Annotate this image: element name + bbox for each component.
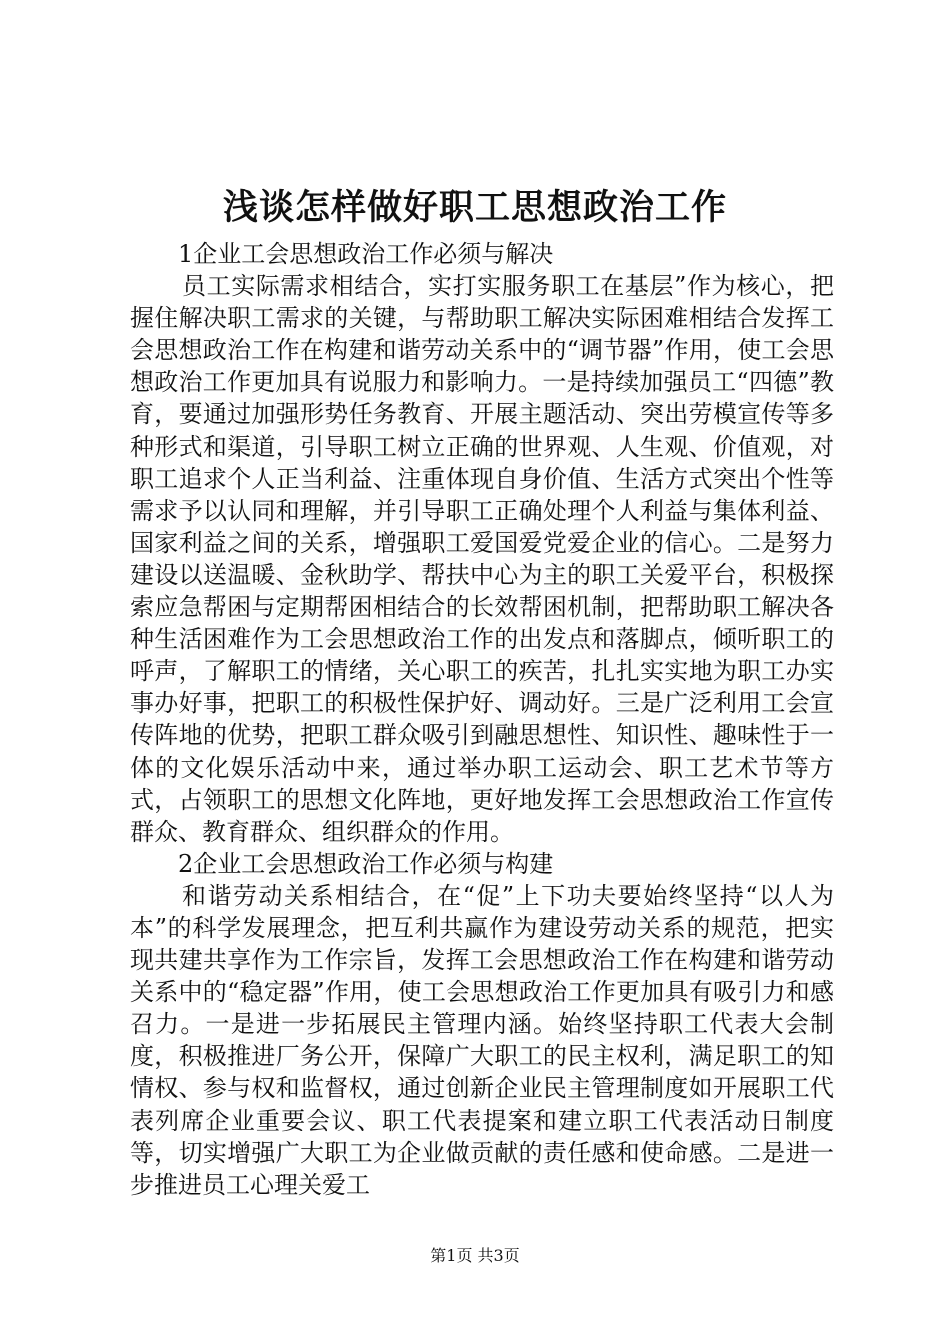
section-2-paragraph: 和谐劳动关系相结合，在“促”上下功夫要始终坚持“以人为本”的科学发展理念，把互利共赢作为建设劳动关系的规范，把实现共建共享作为工作宗旨，发挥工会思想政治工作在构建和谐劳动关系中的“稳定器”作用，使工会思想政治工作更加具有吸引力和感召力。一是进一步拓展民主管理内涵。始终坚持职工代表大会制度，积极推进厂务公开，保障广大职工的民主权利，满足职工的知情权、参与权和监督权，通过创新企业民主管理制度如开展职工代表列席企业重要会议、职工代表提案和建立职工代表活动日制度等，切实增强广大职工为企业做贡献的责任感和使命感。二是进一步推进员工心理关爱工 [130, 881, 834, 1199]
document-body [130, 238, 834, 1201]
page-number-indicator: 第1页 共3页 [430, 1246, 520, 1265]
section-1-heading: 1企业工会思想政治工作必须与解决 [178, 240, 554, 268]
section-1-paragraph: 员工实际需求相结合，实打实服务职工在基层”作为核心，把握住解决职工需求的关键，与帮助职工解决实际困难相结合发挥工会思想政治工作在构建和谐劳动关系中的“调节器”作用，使工会思想政治工作更加具有说服力和影响力。一是持续加强员工“四德”教育，要通过加强形势任务教育、开展主题活动、突出劳模宣传等多种形式和渠道，引导职工树立正确的世界观、人生观、价值观，对职工追求个人正当利益、注重体现自身价值、生活方式突出个性等需求予以认同和理解，并引导职工正确处理个人利益与集体利益、国家利益之间的关系，增强职工爱国爱党爱企业的信心。二是努力建设以送温暖、金秋助学、帮扶中心为主的职工关爱平台，积极探索应急帮困与定期帮困相结合的长效帮困机制，把帮助职工解决各种生活困难作为工会思想政治工作的出发点和落脚点，倾听职工的呼声，了解职工的情绪，关心职工的疾苦，扎扎实实地为职工办实事办好事，把职工的积极性保护好、调动好。三是广泛利用工会宣传阵地的优势，把职工群众吸引到融思想性、知识性、趣味性于一体的文化娱乐活动中来，通过举办职工运动会、职工艺术节等方式，占领职工的思想文化阵地，更好地发挥工会思想政治工作宣传群众、教育群众、组织群众的作用。 [130, 272, 834, 846]
section-2-heading: 2企业工会思想政治工作必须与构建 [178, 849, 554, 878]
document-title: 浅谈怎样做好职工思想政治工作 [222, 187, 727, 228]
page-footer [0, 1246, 950, 1266]
